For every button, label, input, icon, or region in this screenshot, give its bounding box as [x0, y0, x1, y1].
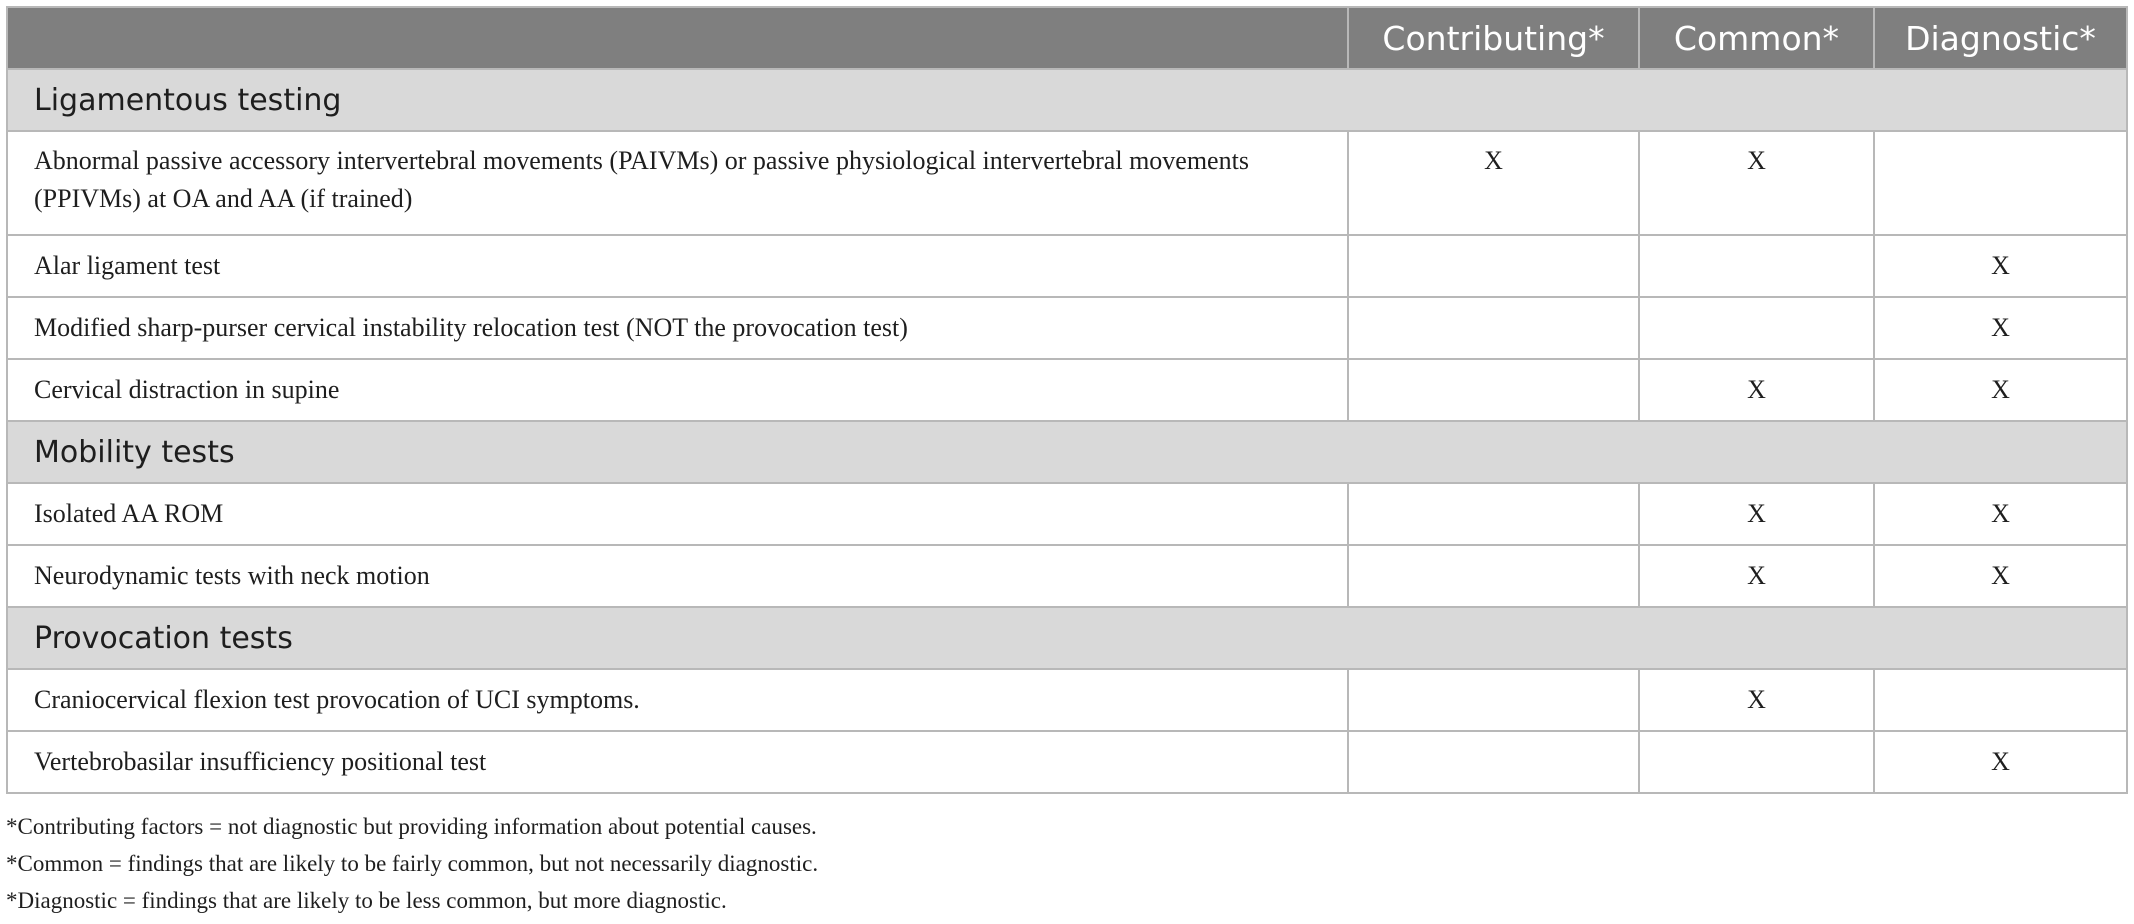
- contributing-mark: X: [1348, 131, 1639, 235]
- contributing-mark: [1348, 669, 1639, 731]
- row-label: Neurodynamic tests with neck motion: [7, 545, 1348, 607]
- contributing-mark: [1348, 483, 1639, 545]
- common-mark: [1639, 731, 1874, 793]
- table-row: [7, 235, 2127, 297]
- diagnostic-mark: X: [1874, 297, 2127, 359]
- header-cell-contributing: Contributing*: [1348, 7, 1639, 69]
- contributing-mark: [1348, 359, 1639, 421]
- table-row: [7, 131, 2127, 235]
- diagnostic-mark: X: [1874, 359, 2127, 421]
- contributing-mark: [1348, 297, 1639, 359]
- table-header-row: [7, 7, 2127, 69]
- table-row: [7, 545, 2127, 607]
- row-label: Modified sharp-purser cervical instability relocation test (NOT the provocation test): [7, 297, 1348, 359]
- table-row: [7, 297, 2127, 359]
- diagnostic-mark: X: [1874, 545, 2127, 607]
- common-mark: X: [1639, 545, 1874, 607]
- section-row-ligamentous-testing: [7, 69, 2127, 131]
- header-cell-common: Common*: [1639, 7, 1874, 69]
- footnote-diagnostic: *Diagnostic = findings that are likely to be less common, but more diagnostic.: [6, 888, 727, 913]
- diagnostic-mark: X: [1874, 235, 2127, 297]
- common-mark: X: [1639, 359, 1874, 421]
- common-mark: [1639, 297, 1874, 359]
- table-row: [7, 669, 2127, 731]
- table-row: [7, 731, 2127, 793]
- row-label: Craniocervical flexion test provocation of UCI symptoms.: [7, 669, 1348, 731]
- common-mark: X: [1639, 131, 1874, 235]
- section-title: Mobility tests: [7, 421, 2127, 483]
- contributing-mark: [1348, 235, 1639, 297]
- table-row: [7, 359, 2127, 421]
- diagnostic-mark: [1874, 131, 2127, 235]
- table-row: [7, 483, 2127, 545]
- table-footnotes: [6, 808, 2126, 919]
- common-mark: X: [1639, 669, 1874, 731]
- row-label: Cervical distraction in supine: [7, 359, 1348, 421]
- findings-table: [6, 6, 2128, 794]
- header-cell-diagnostic: Diagnostic*: [1874, 7, 2127, 69]
- common-mark: X: [1639, 483, 1874, 545]
- section-row-provocation-tests: [7, 607, 2127, 669]
- section-title: Provocation tests: [7, 607, 2127, 669]
- row-label: Isolated AA ROM: [7, 483, 1348, 545]
- contributing-mark: [1348, 731, 1639, 793]
- row-label: Abnormal passive accessory intervertebral movements (PAIVMs) or passive physiological intervertebral movements (PPIVMs) at OA and AA (if trained): [7, 131, 1348, 235]
- findings-table-page: [6, 6, 2126, 919]
- header-cell-label: [7, 7, 1348, 69]
- row-label: Vertebrobasilar insufficiency positional test: [7, 731, 1348, 793]
- footnote-common: *Common = findings that are likely to be fairly common, but not necessarily diagnostic.: [6, 851, 819, 876]
- diagnostic-mark: X: [1874, 731, 2127, 793]
- footnote-contributing: *Contributing factors = not diagnostic but providing information about potential causes.: [6, 814, 817, 839]
- section-title: Ligamentous testing: [7, 69, 2127, 131]
- diagnostic-mark: [1874, 669, 2127, 731]
- common-mark: [1639, 235, 1874, 297]
- section-row-mobility-tests: [7, 421, 2127, 483]
- row-label: Alar ligament test: [7, 235, 1348, 297]
- diagnostic-mark: X: [1874, 483, 2127, 545]
- contributing-mark: [1348, 545, 1639, 607]
